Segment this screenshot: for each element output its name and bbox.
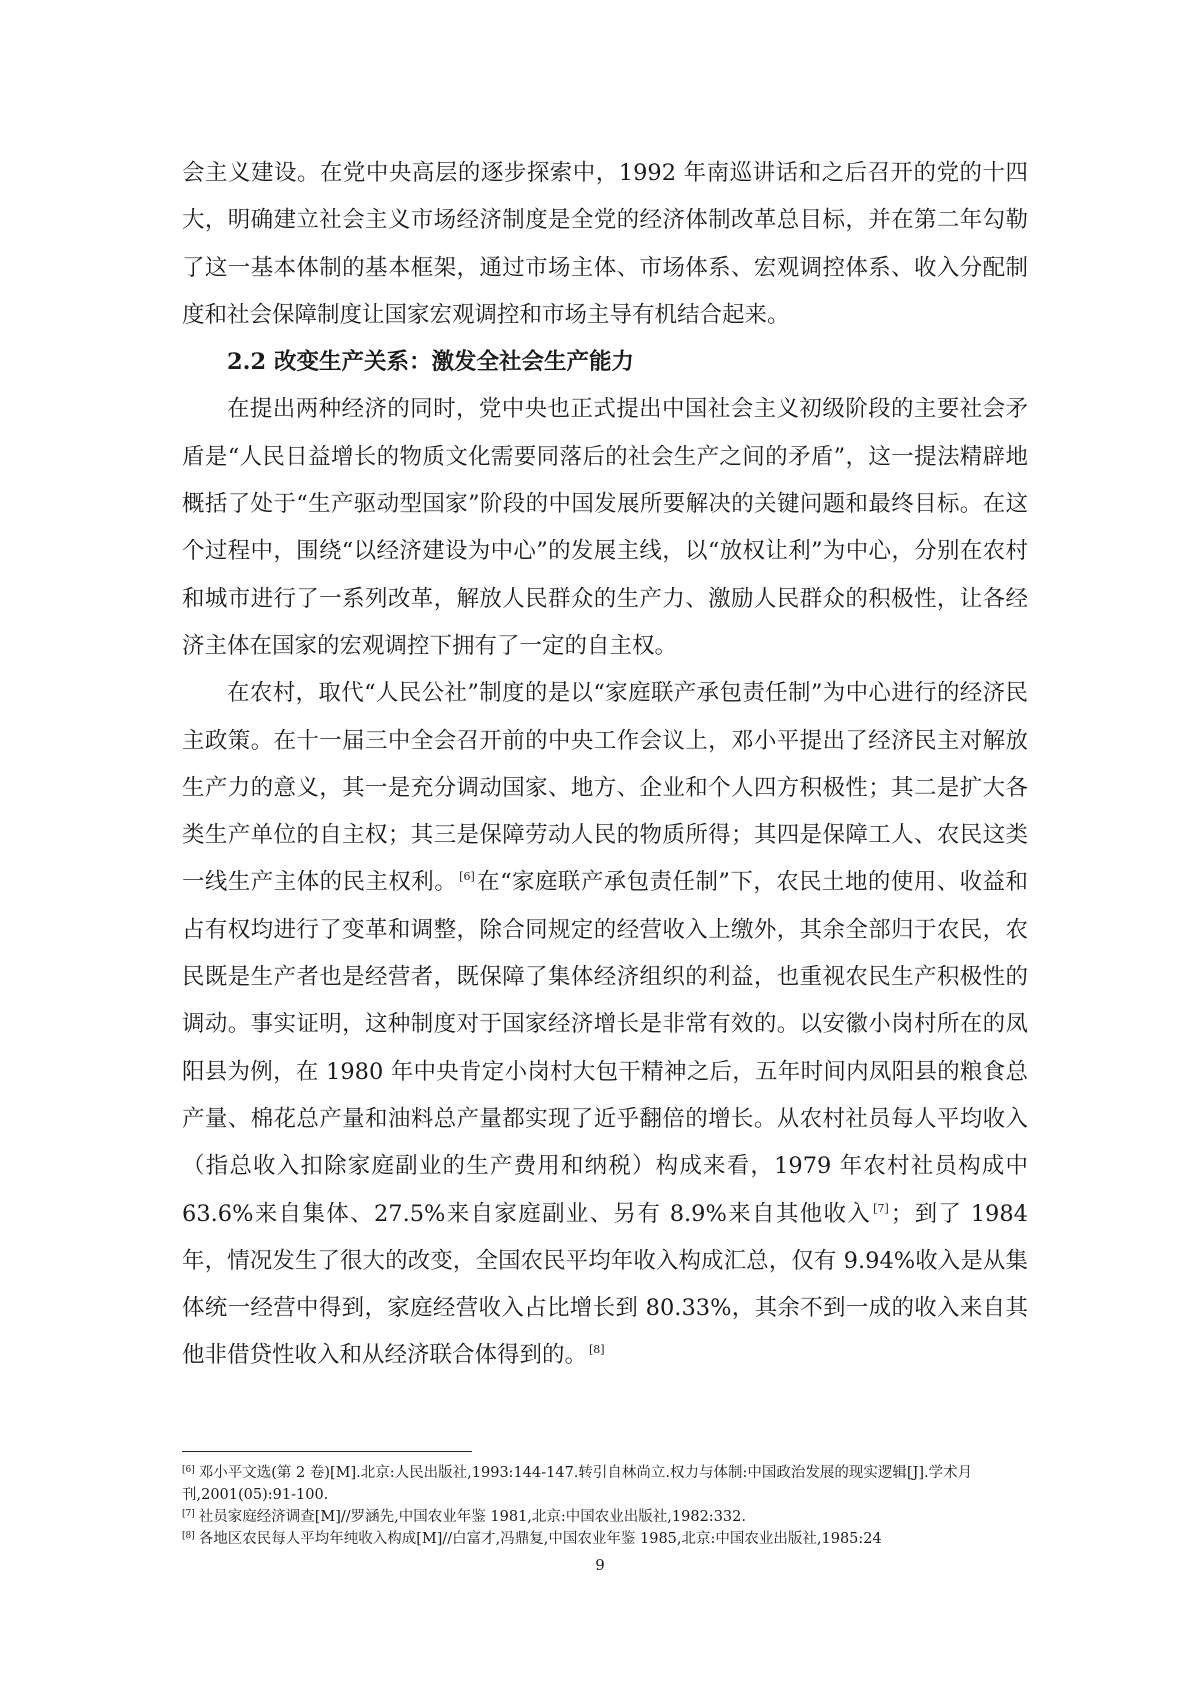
footnote-marker-7: [7] [182, 1509, 195, 1519]
footnote-text-7: 社员家庭经济调查[M]//罗涵先,中国农业年鉴 1981,北京:中国农业出版社,1982:332. [198, 1509, 746, 1525]
footnote-text-6: 邓小平文选(第 2 卷)[M].北京:人民出版社,1993:144-147.转引自林尚立.权力与体制:中国政治发展的现实逻辑[J].学术月刊,2001(05):91-100. [182, 1465, 973, 1503]
paragraph-two-economies: 在提出两种经济的同时，党中央也正式提出中国社会主义初级阶段的主要社会矛盾是“人民日益增长的物质文化需要同落后的社会生产之间的矛盾”，这一提法精辟地概括了处于“生产驱动型国家”阶段的中国发展所要解决的关键问题和最终目标。在这个过程中，围绕“以经济建设为中心”的发展主线，以“放权让利”为中心，分别在农村和城市进行了一系列改革，解放人民群众的生产力、激励人民群众的积极性，让各经济主体在国家的宏观调控下拥有了一定的自主权。 [182, 396, 1028, 659]
footnote-7 [182, 1506, 1028, 1528]
paragraph-rural-reform [182, 670, 1028, 1379]
footnote-marker-8: [8] [182, 1531, 195, 1541]
footnote-marker-6: [6] [182, 1465, 195, 1475]
citation-ref-7[interactable]: [7] [873, 1201, 889, 1215]
citation-ref-8[interactable]: [8] [589, 1343, 605, 1357]
citation-ref-6[interactable]: [6] [459, 870, 475, 884]
paragraph-rural-reform-part-a: 在农村，取代“人民公社”制度的是以“家庭联产承包责任制”为中心进行的经济民主政策。在十一届三中全会召开前的中央工作会议上，邓小平提出了经济民主对解放生产力的意义，其一是充分调动国家、地方、企业和个人四方积极性；其二是扩大各类生产单位的自主权；其三是保障劳动人民的物质所得；其四是保障工人、农民这类一线生产主体的民主权利。 [182, 680, 1028, 896]
paragraph-continued: 会主义建设。在党中央高层的逐步探索中，1992 年南巡讲话和之后召开的党的十四大，明确建立社会主义市场经济制度是全党的经济体制改革总目标，并在第二年勾勒了这一基本体制的基本框架，通过市场主体、市场体系、宏观调控体系、收入分配制度和社会保障制度让国家宏观调控和市场主导有机结合起来。 [182, 160, 1028, 328]
footnote-6 [182, 1462, 1028, 1506]
paragraph-rural-reform-part-b: 在“家庭联产承包责任制”下，农民土地的使用、收益和占有权均进行了变革和调整，除合同规定的经营收入上缴外，其余全部归于农民，农民既是生产者也是经营者，既保障了集体经济组织的利益，也重视农民生产积极性的调动。事实证明，这种制度对于国家经济增长是非常有效的。以安徽小岗村所在的凤阳县为例，在 1980 年中央肯定小岗村大包干精神之后，五年时间内凤阳县的粮食总产量、棉花总产量和油料总产量都实现了近乎翻倍的增长。从农村社员每人平均收入（指总收入扣除家庭副业的生产费用和纳税）构成来看，1979 年农村社员构成中 63.6%来自集体、27.5%来自家庭副业、另有 8.9%来自其他收入 [182, 869, 1028, 1227]
footnote-separator [182, 1451, 472, 1452]
section-heading: 2.2 改变生产关系：激发全社会生产能力 [227, 349, 634, 376]
body-text [182, 150, 1028, 1380]
footnote-text-8: 各地区农民每人平均年纯收入构成[M]//白富才,冯鼎复,中国农业年鉴 1985,北京:中国农业出版社,1985:24 [198, 1531, 882, 1547]
page-number: 9 [595, 1556, 605, 1574]
footnote-8 [182, 1528, 1028, 1550]
paragraph-rural-reform-part-c: ；到了 1984 年，情况发生了很大的改变，全国农民平均年收入构成汇总，仅有 9.94%收入是从集体统一经营中得到，家庭经营收入占比增长到 80.33%，其余不到一成的收入来自其他非借贷性收入和从经济联合体得到的。 [182, 1200, 1028, 1369]
footnotes [182, 1462, 1028, 1550]
